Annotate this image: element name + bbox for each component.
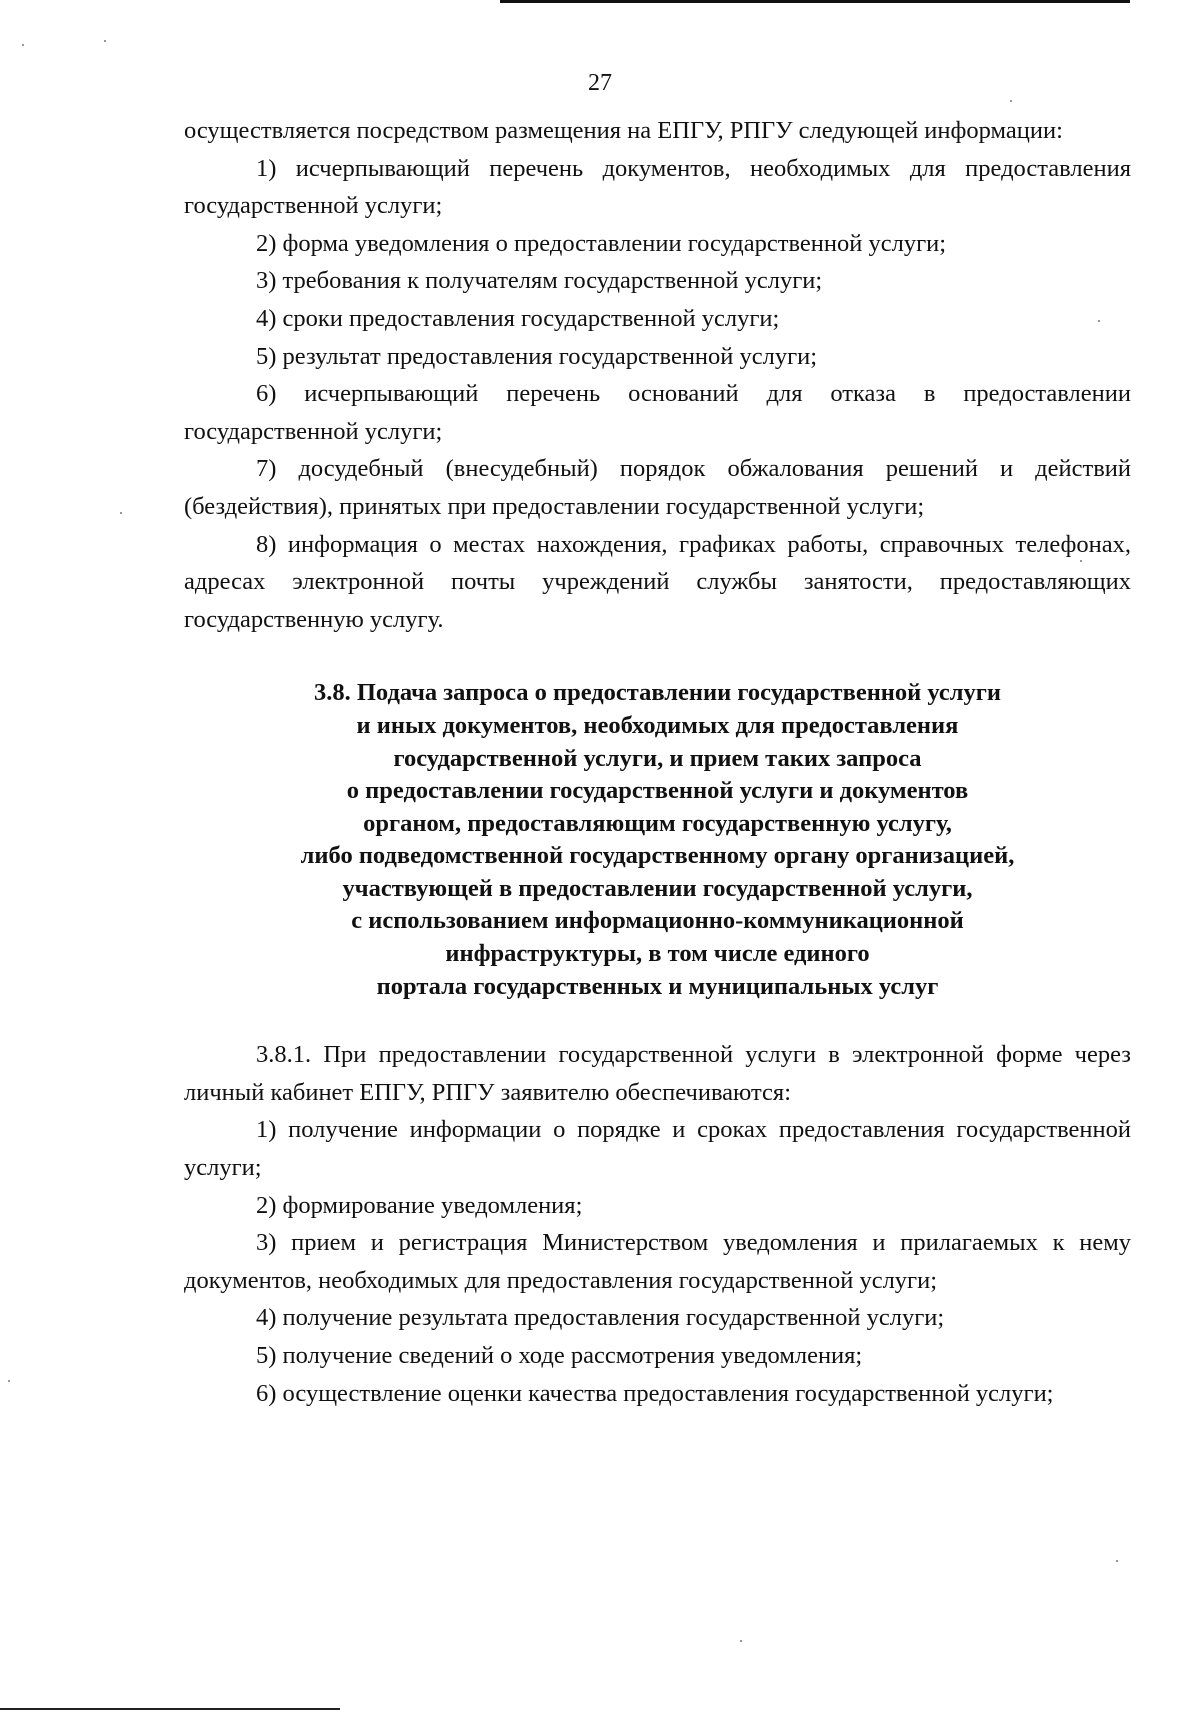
list-item: 6) осуществление оценки качества предоставления государственной услуги; <box>256 1379 1054 1407</box>
heading-line: государственной услуги, и прием таких запроса <box>393 744 922 772</box>
scan-speck <box>740 1640 742 1642</box>
list-item: 7) досудебный (внесудебный) порядок обжалования решений и действий (бездействия), принятых при предоставлении государственной услуги; <box>184 455 1131 520</box>
scan-speck <box>1080 560 1082 562</box>
heading-line: и иных документов, необходимых для предоставления <box>356 711 959 739</box>
scan-speck <box>1098 320 1100 322</box>
scan-speck <box>120 512 122 514</box>
heading-line: 3.8. Подача запроса о предоставлении государственной услуги <box>313 679 1002 707</box>
list-item: 1) исчерпывающий перечень документов, необходимых для предоставления государственной услуги; <box>184 154 1131 220</box>
list-item: 6) исчерпывающий перечень оснований для отказа в предоставлении государственной услуги; <box>184 380 1131 445</box>
heading-line: органом, предоставляющим государственную услугу, <box>363 809 952 837</box>
list-item: 5) результат предоставления государственной услуги; <box>256 342 818 370</box>
paragraph-lead: 3.8.1. При предоставлении государственной услуги в электронной форме через личный кабинет ЕПГУ, РПГУ заявителю обеспечиваются: <box>184 1041 1131 1106</box>
heading-line: с использованием информационно-коммуникационной <box>351 907 964 935</box>
list-item: 1) получение информации о порядке и сроках предоставления государственной услуги; <box>184 1116 1131 1182</box>
list-item: 3) прием и регистрация Министерством уведомления и прилагаемых к нему документов, необходимых для предоставления государственной услуги; <box>184 1229 1131 1294</box>
list-item: 4) сроки предоставления государственной услуги; <box>256 304 780 332</box>
heading-line: о предоставлении государственной услуги и документов <box>346 777 969 805</box>
scan-speck <box>8 1380 10 1382</box>
document-body <box>184 112 1131 1412</box>
scan-speck <box>1116 1560 1118 1562</box>
section-heading <box>184 677 1131 1003</box>
heading-line: участвующей в предоставлении государственной услуги, <box>342 874 973 902</box>
list-item: 2) формирование уведомления; <box>256 1191 583 1219</box>
heading-line: инфраструктуры, в том числе единого <box>445 940 870 968</box>
page-number: 27 <box>588 70 612 96</box>
heading-line: либо подведомственной государственному органу организацией, <box>300 842 1015 870</box>
scan-speck <box>22 44 24 46</box>
scan-top-border <box>500 0 1130 3</box>
heading-line: портала государственных и муниципальных услуг <box>376 972 939 1000</box>
list-item: 3) требования к получателям государственной услуги; <box>256 267 823 295</box>
scan-speck <box>1010 100 1012 102</box>
scan-speck <box>104 40 106 42</box>
paragraph-lead: осуществляется посредством размещения на ЕПГУ, РПГУ следующей информации: <box>184 117 1063 144</box>
list-item: 4) получение результата предоставления государственной услуги; <box>256 1304 945 1332</box>
list-item: 2) форма уведомления о предоставлении государственной услуги; <box>256 229 947 257</box>
list-item: 5) получение сведений о ходе рассмотрения уведомления; <box>256 1342 863 1369</box>
scan-bottom-border <box>0 1708 340 1710</box>
list-item: 8) информация о местах нахождения, графиках работы, справочных телефонах, адресах электронной почты учреждений службы занятости, предоставляющих государственную услугу. <box>184 530 1131 633</box>
